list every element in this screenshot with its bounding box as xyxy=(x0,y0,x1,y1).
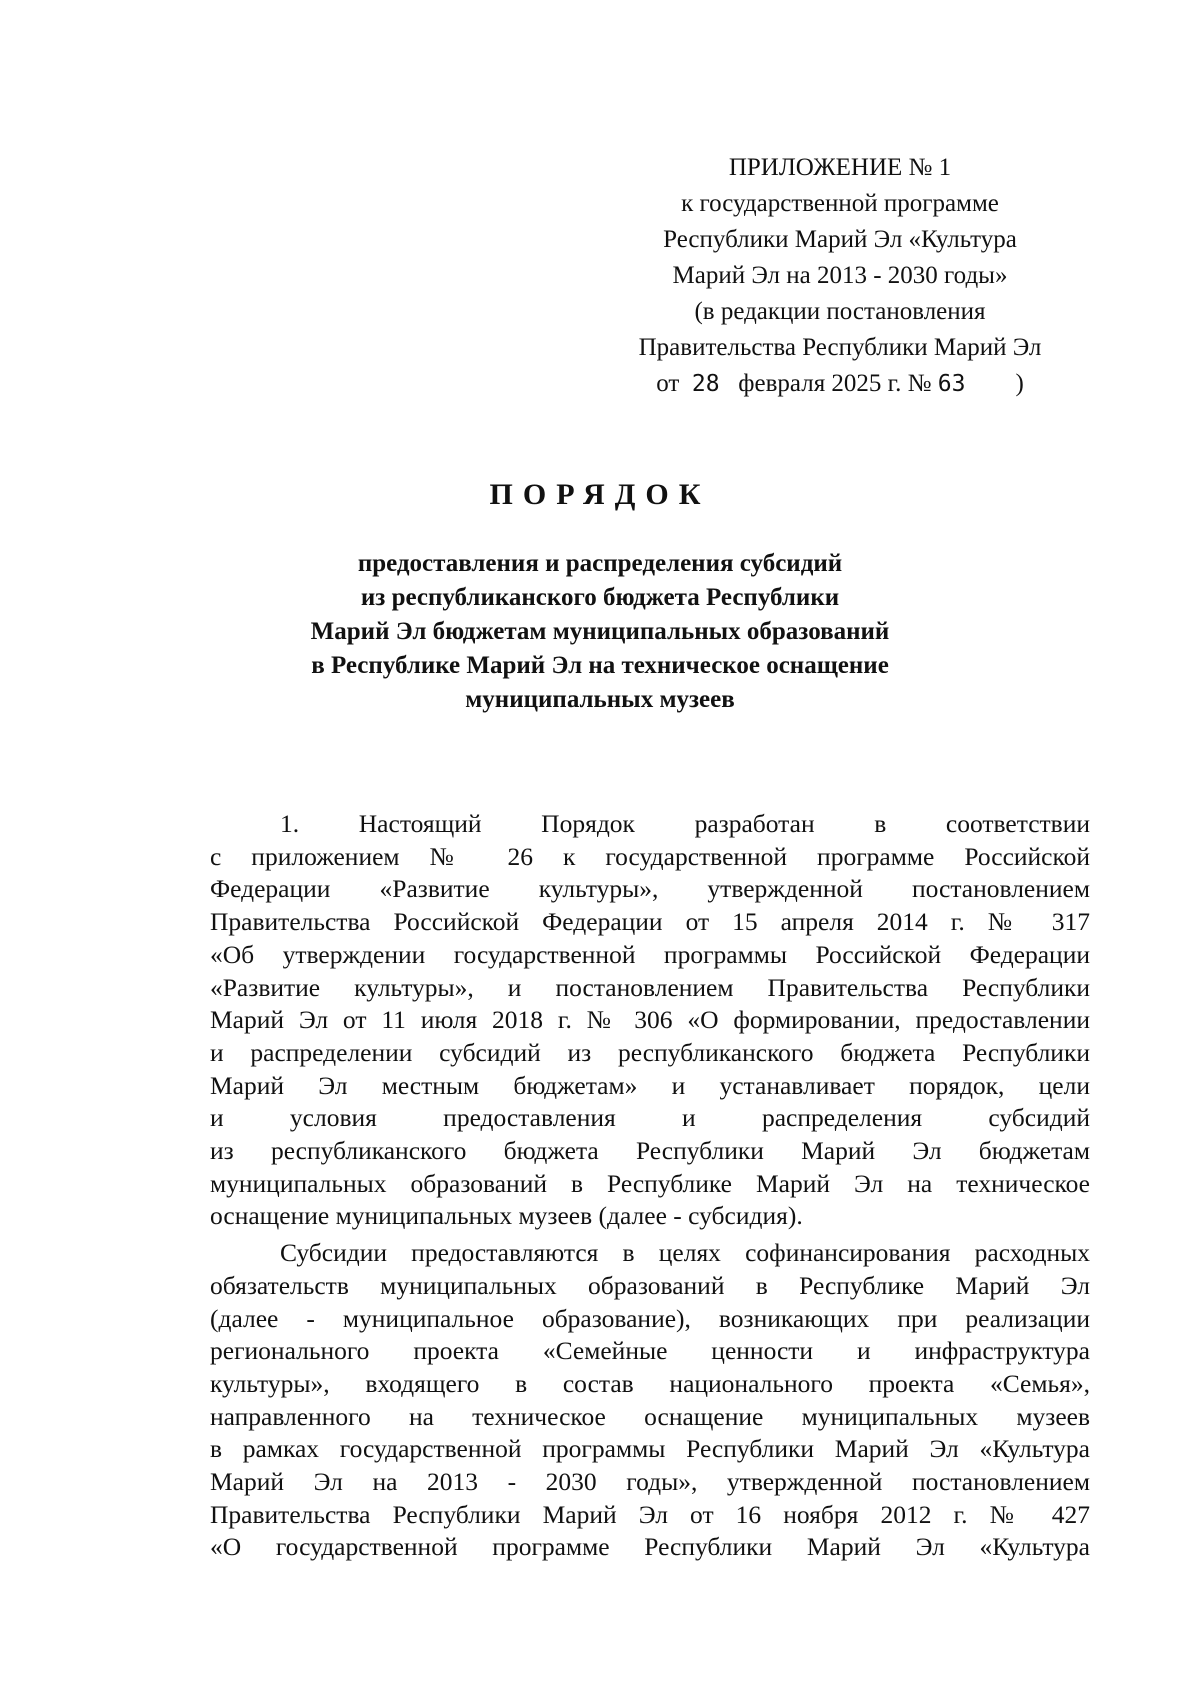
text-line: «Развитие культуры», и постановлением Правительства Республики xyxy=(210,972,1090,1002)
text-line: (далее - муниципальное образование), возникающих при реализации xyxy=(210,1303,1090,1333)
text-line: направленного на техническое оснащение муниципальных музеев xyxy=(210,1401,1090,1431)
date-suffix: ) xyxy=(1015,370,1024,397)
text-line: Марий Эл местным бюджетам» и устанавливает порядок, цели xyxy=(210,1070,1090,1100)
text-line: Марий Эл на 2013 - 2030 годы», утвержденной постановлением xyxy=(210,1467,1090,1497)
paragraph-2 xyxy=(210,1237,1090,1564)
text-line: 1. Настоящий Порядок разработан в соответствии xyxy=(280,809,1090,838)
annex-line: (в редакции постановления xyxy=(694,298,986,325)
subtitle-line: из республиканского бюджета Республики xyxy=(360,584,840,611)
text-line: с приложением № 26 к государственной программе Российской xyxy=(210,841,1090,871)
document-subtitle xyxy=(250,547,950,717)
subtitle-line: муниципальных музеев xyxy=(465,686,735,713)
date-middle: февраля 2025 г. № xyxy=(738,370,932,397)
annex-line: Марий Эл на 2013 - 2030 годы» xyxy=(672,262,1008,289)
paragraph-1 xyxy=(210,808,1090,1233)
annex-header xyxy=(560,150,1120,402)
text-line: обязательств муниципальных образований в Республике Марий Эл xyxy=(210,1270,1090,1300)
date-day: 28 xyxy=(691,371,720,397)
text-line: и распределении субсидий из республиканского бюджета Республики xyxy=(210,1037,1090,1067)
text-line: в рамках государственной программы Республики Марий Эл «Культура xyxy=(210,1434,1090,1464)
text-line: Марий Эл от 11 июля 2018 г. № 306 «О формировании, предоставлении xyxy=(210,1005,1090,1035)
subtitle-line: Марий Эл бюджетам муниципальных образований xyxy=(310,618,890,645)
text-line: культуры», входящего в состав национального проекта «Семья», xyxy=(210,1368,1090,1398)
subtitle-line: в Республике Марий Эл на техническое оснащение xyxy=(311,652,889,679)
annex-line: к государственной программе xyxy=(681,190,999,217)
annex-date-line xyxy=(560,366,1120,402)
text-line: из республиканского бюджета Республики Марий Эл бюджетам xyxy=(210,1136,1090,1166)
text-line: Субсидии предоставляются в целях софинансирования расходных xyxy=(280,1238,1090,1268)
date-prefix: от xyxy=(656,370,680,397)
annex-number: ПРИЛОЖЕНИЕ № 1 xyxy=(728,154,952,181)
text-line: «Об утверждении государственной программы Российской Федерации xyxy=(210,939,1090,969)
document-body xyxy=(210,808,1090,1564)
annex-line: Правительства Республики Марий Эл xyxy=(638,334,1042,361)
text-line: оснащение муниципальных музеев (далее - субсидия). xyxy=(210,1201,803,1231)
subtitle-line: предоставления и распределения субсидий xyxy=(357,550,843,577)
document-title: ПОРЯДОК xyxy=(489,478,711,511)
text-line: Правительства Российской Федерации от 15 апреля 2014 г. № 317 xyxy=(210,907,1090,937)
text-line: муниципальных образований в Республике Марий Эл на техническое xyxy=(210,1168,1090,1198)
text-line: регионального проекта «Семейные ценности и инфраструктура xyxy=(210,1336,1090,1366)
text-line: и условия предоставления и распределения субсидий xyxy=(210,1103,1090,1133)
annex-line: Республики Марий Эл «Культура xyxy=(663,226,1017,253)
text-line: Правительства Республики Марий Эл от 16 ноября 2012 г. № 427 xyxy=(210,1499,1090,1529)
text-line: Федерации «Развитие культуры», утвержденной постановлением xyxy=(210,874,1090,904)
text-line: «О государственной программе Республики Марий Эл «Культура xyxy=(210,1532,1090,1562)
document-number: 63 xyxy=(937,371,966,397)
